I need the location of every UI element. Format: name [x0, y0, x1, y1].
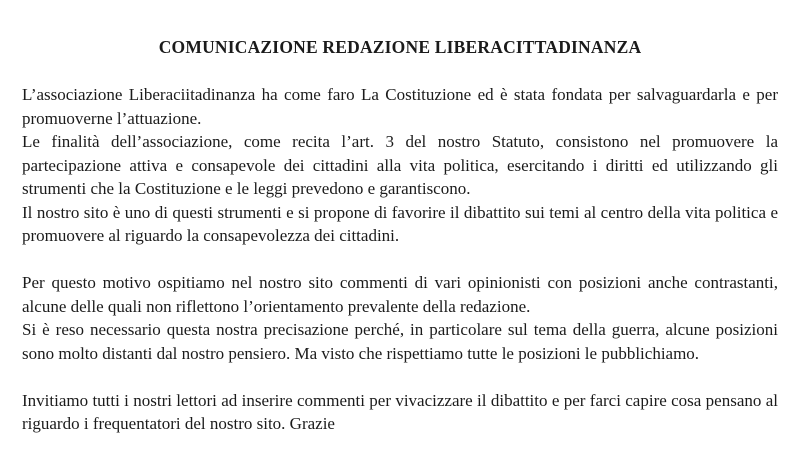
paragraph-block-intro	[22, 83, 778, 248]
paragraph: Invitiamo tutti i nostri lettori ad inserire commenti per vivacizzare il dibattito e per farci capire cosa pensano al riguardo i frequentatori del nostro sito. Grazie	[22, 390, 778, 433]
paragraph: Si è reso necessario questa nostra precisazione perché, in particolare sul tema della guerra, alcune posizioni sono molto distanti dal nostro pensiero. Ma visto che rispettiamo tutte le posizioni le pubblichiamo.	[22, 320, 778, 363]
paragraph-block-invito	[22, 389, 778, 436]
paragraph: Il nostro sito è uno di questi strumenti e si propone di favorire il dibattito sui temi al centro della vita politica e promuovere al riguardo la consapevolezza dei cittadini.	[22, 202, 778, 245]
paragraph: Per questo motivo ospitiamo nel nostro sito commenti di vari opinionisti con posizioni anche contrastanti, alcune delle quali non riflettono l’orientamento prevalente della redazione.	[22, 273, 778, 316]
paragraph-block-precisazione	[22, 271, 778, 365]
paragraph: L’associazione Liberaciitadinanza ha come faro La Costituzione ed è stata fondata per salvaguardarla e per promuoverne l’attuazione.	[22, 85, 778, 128]
document-title: COMUNICAZIONE REDAZIONE LIBERACITTADINANZA	[158, 37, 642, 57]
paragraph: Le finalità dell’associazione, come recita l’art. 3 del nostro Statuto, consistono nel promuovere la partecipazione attiva e consapevole dei cittadini alla vita politica, esercitando i diritti ed utilizzando gli strumenti che la Costituzione e le leggi prevedono e garantiscono.	[22, 132, 778, 198]
